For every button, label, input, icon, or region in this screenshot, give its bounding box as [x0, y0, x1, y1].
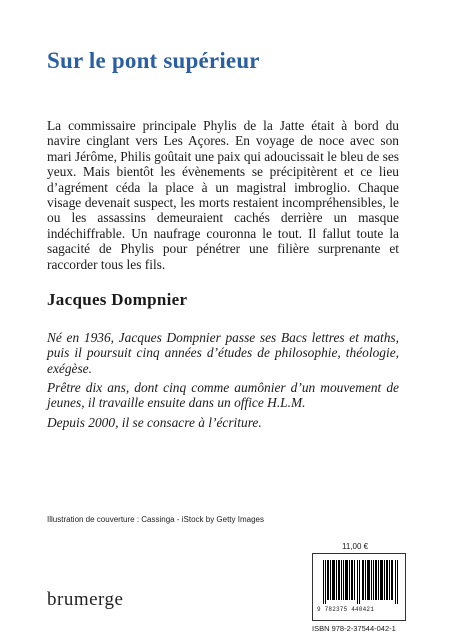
illustration-credit: Illustration de couverture : Cassinga - iStock by Getty Images: [47, 515, 264, 524]
publisher-logo: brumerge: [47, 589, 124, 610]
author-name: Jacques Dompnier: [47, 290, 188, 309]
isbn-label: ISBN 978-2-37544-042-1: [312, 624, 396, 633]
barcode-digits: 9 782375 440421: [317, 606, 375, 613]
author-bio-paragraph-3: Depuis 2000, il se consacre à l’écriture.: [47, 415, 262, 430]
author-bio-paragraph-2: Prêtre dix ans, dont cinq comme aumônier d’un mouvement de jeunes, il travaille ensuite dans un office H.L.M.: [47, 380, 399, 411]
page-title: Sur le pont supérieur: [47, 48, 260, 73]
barcode-box: [312, 553, 406, 621]
price-label: 11,00 €: [342, 542, 369, 551]
author-bio-paragraph-1: Né en 1936, Jacques Dompnier passe ses Bacs lettres et maths, puis il poursuit cinq années d’études de philosophie, théologie, exégèse.: [47, 330, 399, 376]
barcode-icon: [323, 560, 399, 604]
synopsis: La commissaire principale Phylis de la Jatte était à bord du navire cinglant vers Les Açores. En voyage de noce avec son mari Jérôme, Philis goûtait une paix qui adoucissait le bleu de ses yeux. Mais bientôt les évènements se précipitèrent et ce lieu d’agrément céda la place à un magistral imbroglio. Chaque visage devenait suspect, les morts restaient incompréhensibles, le ou les assassins demeuraient cachés derrière un masque indéchiffrable. Un naufrage couronna le tout. Il fallut toute la sagacité de Phylis pour pénétrer une filière surprenante et raccorder tous les fils.: [47, 118, 399, 272]
